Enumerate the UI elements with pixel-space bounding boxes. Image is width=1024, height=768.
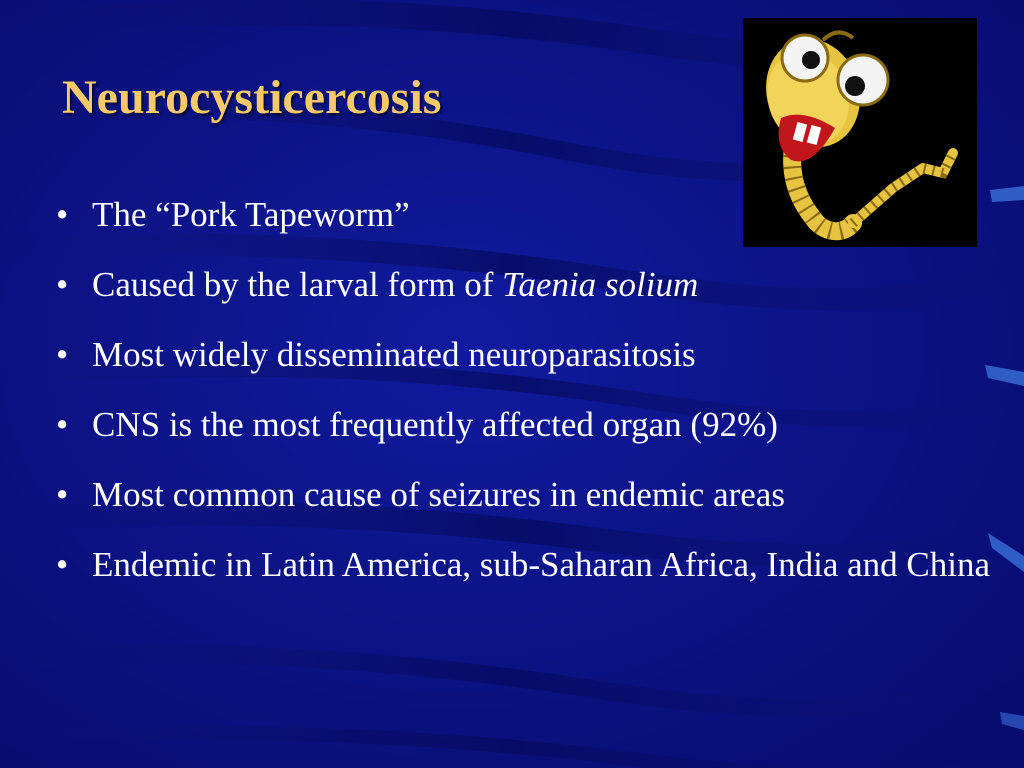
bullet-text: Most common cause of seizures in endemic areas [92, 475, 785, 514]
bullet-dot: • [56, 335, 69, 374]
bullet-text: Most widely disseminated neuroparasitosis [92, 335, 696, 374]
bullet-dot: • [56, 195, 69, 234]
bullet-item [56, 326, 996, 384]
bullet-dot: • [56, 545, 69, 584]
species-name: Taenia solium [502, 265, 699, 304]
bullet-text-main: Caused by the larval form of [92, 265, 503, 304]
bullet-dot: • [56, 475, 69, 514]
bullet-text: Endemic in Latin America, sub-Saharan Africa, India and China [92, 545, 991, 584]
bullet-item [56, 396, 996, 454]
bullet-dot: • [56, 265, 69, 304]
bullet-text: CNS is the most frequently affected organ (92%) [92, 405, 778, 444]
bullet-text [92, 256, 996, 314]
bullet-dot: • [56, 405, 69, 444]
bullet-item [56, 466, 952, 524]
bullet-item [56, 536, 1012, 594]
slide-title: Neurocysticercosis [62, 71, 442, 124]
bullet-item [56, 186, 996, 244]
bullet-item [56, 256, 996, 314]
bullet-text: The “Pork Tapeworm” [92, 195, 410, 234]
bullet-list [56, 186, 996, 606]
